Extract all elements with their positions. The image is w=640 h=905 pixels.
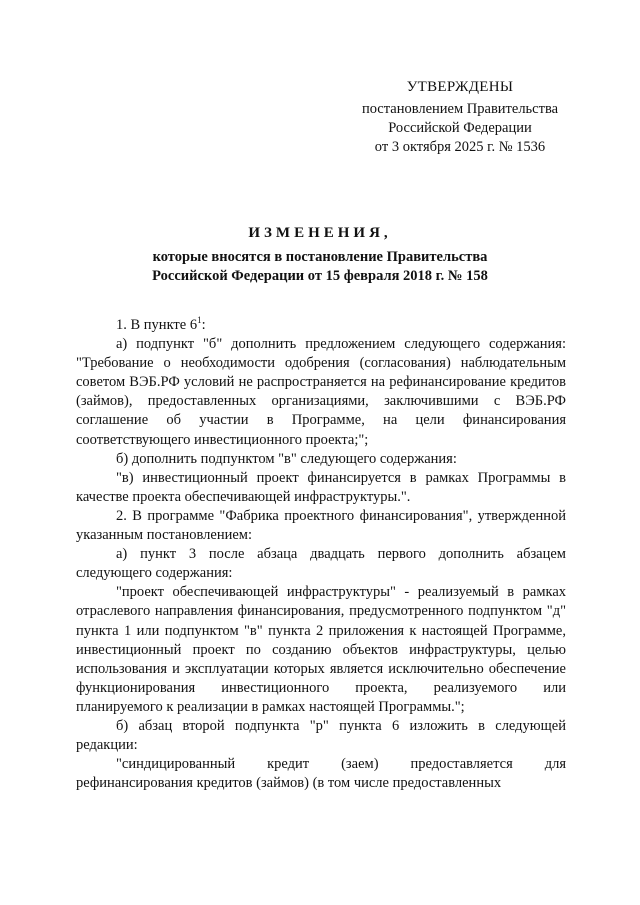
paragraph bbox=[76, 316, 566, 335]
footnote-mark: 1 bbox=[197, 315, 202, 326]
title-heading: ИЗМЕНЕНИЯ, bbox=[248, 225, 392, 241]
title-subtitle: которые вносятся в постановление Правительства bbox=[152, 249, 488, 265]
approval-line: Российской Федерации bbox=[388, 120, 532, 136]
approval-heading: УТВЕРЖДЕНЫ bbox=[406, 79, 514, 95]
paragraph: 2. В программе "Фабрика проектного финансирования", утвержденной указанным постановлением: bbox=[76, 507, 566, 544]
paragraph: "проект обеспечивающей инфраструктуры" - реализуемый в рамках отраслевого направления финансирования, предусмотренного подпунктом "д" пункта 1 или подпунктом "в" пункта 2 приложения к настоящей Программе, инвестиционный проект по созданию объектов инфраструктуры, целью использования и эксплуатации которых является исключительно обеспечение функционирования инвестиционного проекта, реализуемого или планируемого к реализации в рамках настоящей Программы."; bbox=[76, 584, 566, 715]
paragraph: б) дополнить подпунктом "в" следующего содержания: bbox=[116, 450, 457, 467]
document-title bbox=[60, 225, 580, 286]
approval-stamp bbox=[330, 78, 590, 157]
paragraph-text: : bbox=[201, 317, 206, 333]
document-body bbox=[76, 316, 566, 793]
paragraph-text: 1. В пункте 6 bbox=[116, 317, 198, 333]
approval-line: постановлением Правительства bbox=[361, 101, 559, 117]
approval-line: от 3 октября 2025 г. № 1536 bbox=[374, 139, 546, 155]
paragraph: а) пункт 3 после абзаца двадцать первого дополнить абзацем следующего содержания: bbox=[76, 546, 566, 582]
paragraph: а) подпункт "б" дополнить предложением следующего содержания: "Требование о необходимости одобрения (согласования) наблюдательным советом ВЭБ.РФ условий не распространяется на рефинансирование кредитов (займов), предоставленных организациями, заключившими с ВЭБ.РФ соглашение об участии в Программе, на цели финансирования соответствующего инвестиционного проекта;"; bbox=[76, 336, 566, 448]
paragraph: "синдицированный кредит (заем) предоставляется для рефинансирования кредитов (займов) (в том числе предоставленных bbox=[76, 756, 566, 792]
paragraph: "в) инвестиционный проект финансируется в рамках Программы в качестве проекта обеспечивающей инфраструктуры.". bbox=[76, 469, 566, 505]
paragraph: б) абзац второй подпункта "р" пункта 6 изложить в следующей редакции: bbox=[76, 717, 566, 754]
title-subtitle: Российской Федерации от 15 февраля 2018 г. № 158 bbox=[152, 268, 488, 284]
